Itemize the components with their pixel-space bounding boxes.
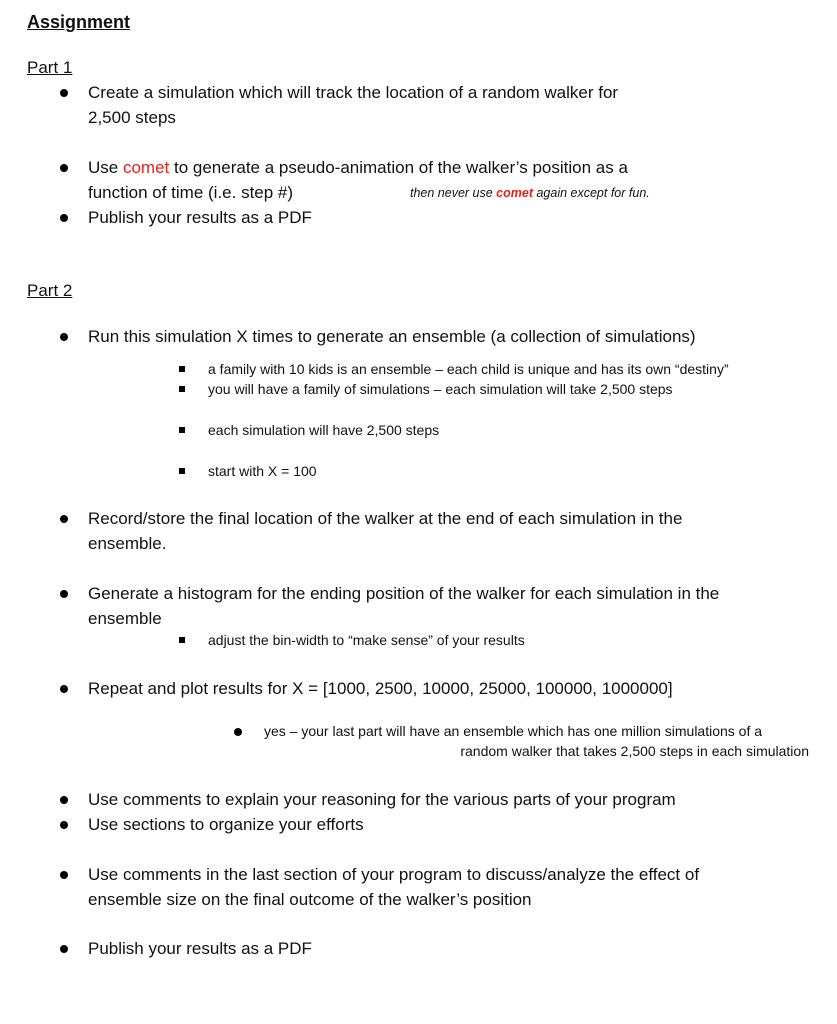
part2-bullet7-line2: ensemble size on the final outcome of the walker’s position (88, 890, 532, 909)
part2-sub1-item2: you will have a family of simulations – each simulation will take 2,500 steps (208, 381, 673, 397)
bullet-dot (60, 89, 68, 97)
part2-bullet4: Repeat and plot results for X = [1000, 2500, 10000, 25000, 100000, 1000000] (88, 679, 673, 698)
part1-heading: Part 1 (27, 58, 73, 77)
part1-bullet1-line1: Create a simulation which will track the location of a random walker for (88, 83, 619, 102)
bullet-dot (60, 796, 68, 804)
bullet-dot (60, 821, 68, 829)
bullet-dot (60, 590, 68, 598)
square-bullet (179, 637, 185, 643)
part2-bullet2-line1: Record/store the final location of the walker at the end of each simulation in the (88, 509, 683, 528)
bullet-dot (60, 515, 68, 523)
square-bullet (179, 366, 185, 372)
bullet-dot (60, 214, 68, 222)
part2-heading: Part 2 (27, 281, 73, 300)
square-bullet (179, 468, 185, 474)
part2-bullet1: Run this simulation X times to generate an ensemble (a collection of simulations) (88, 327, 696, 346)
assignment-title: Assignment (27, 12, 131, 32)
comet-keyword: comet (122, 158, 170, 177)
part1-bullet3: Publish your results as a PDF (88, 208, 312, 227)
square-bullet (179, 386, 185, 392)
bullet-dot (60, 871, 68, 879)
bullet-dot (60, 685, 68, 693)
bullet-dot (60, 333, 68, 341)
part2-bullet5: Use comments to explain your reasoning for the various parts of your program (88, 790, 676, 809)
comet-note-keyword: comet (496, 186, 533, 200)
part2-bullet3-line2: ensemble (88, 609, 162, 628)
bullet-dot (234, 728, 242, 736)
part2-bullet8: Publish your results as a PDF (88, 939, 312, 958)
part1-bullet2-line2: function of time (i.e. step #) (88, 183, 294, 202)
part2-bullet6: Use sections to organize your efforts (88, 815, 364, 834)
part2-bullet3-line1: Generate a histogram for the ending position of the walker for each simulation in the (88, 584, 720, 603)
bullet-dot (60, 164, 68, 172)
part2-bullet7-line1: Use comments in the last section of your program to discuss/analyze the effect of (88, 865, 700, 884)
part2-sub4-line2: random walker that takes 2,500 steps in each simulation (460, 743, 809, 759)
part2-sub4-line1: yes – your last part will have an ensemble which has one million simulations of a (264, 723, 763, 739)
bullet-dot (60, 945, 68, 953)
comet-note: then never use comet again except for fun. (410, 186, 650, 200)
part2-sub1-item3: each simulation will have 2,500 steps (208, 422, 440, 438)
part1-bullet2-line1: Use comet to generate a pseudo-animation of the walker’s position as a (88, 158, 628, 177)
part2-sub3-item: adjust the bin-width to “make sense” of your results (208, 632, 525, 648)
part2-sub1-item4: start with X = 100 (208, 463, 317, 479)
part2-bullet2-line2: ensemble. (88, 534, 167, 553)
part1-bullet1-line2: 2,500 steps (88, 108, 176, 127)
part2-sub1-item1: a family with 10 kids is an ensemble – each child is unique and has its own “destiny” (208, 361, 729, 377)
square-bullet (179, 427, 185, 433)
